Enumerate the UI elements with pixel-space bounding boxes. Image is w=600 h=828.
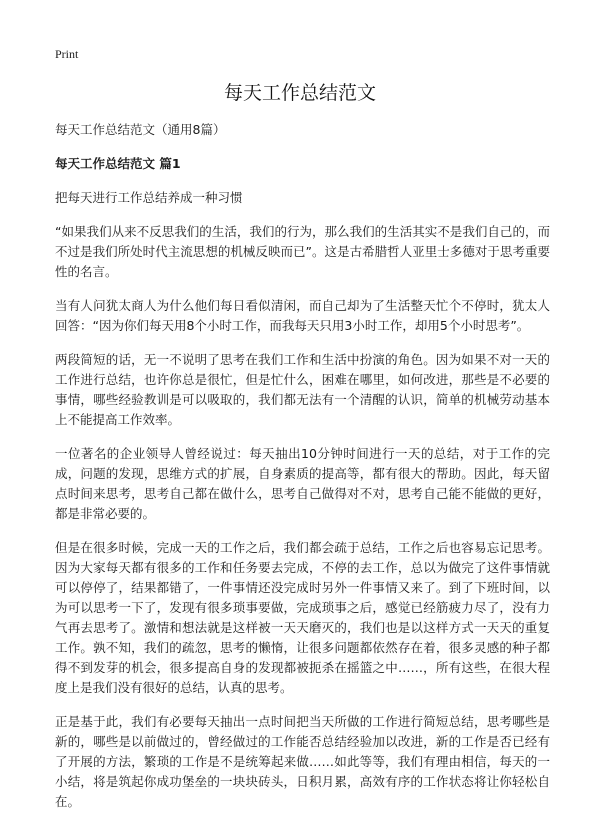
document-subtitle: 每天工作总结范文（通用8篇） [55, 122, 226, 137]
document-body [55, 120, 550, 826]
paragraph: “如果我们从来不反思我们的生活，我们的行为，那么我们的生活其实不是我们自己的，而不过是我们所处时代主流思想的机械反映而已”。这是古希腊哲人亚里士多德对于思考重要性的名言。 [55, 224, 550, 279]
page-title: 每天工作总结范文 [223, 82, 376, 104]
paragraph: 当有人问犹太商人为什么他们每日看似清闲，而自己却为了生活整天忙个不停时，犹太人回答：“因为你们每天用8个小时工作，而我每天只用3小时工作，却用5个小时思考”。 [55, 298, 550, 333]
section-heading: 每天工作总结范文 篇1 [55, 156, 181, 171]
paragraph: 把每天进行工作总结养成一种习惯 [55, 190, 243, 205]
paragraph: 但是在很多时候，完成一天的工作之后，我们都会疏于总结，工作之后也容易忘记思考。因为大家每天都有很多的工作和任务要去完成，不停的去工作，总以为做完了这件事情就可以停停了，结果都错了，一件事情还没完成时另外一件事情又来了。到了下班时间，以为可以思考一下了，发现有很多琐事要做，完成琐事之后，感觉已经筋疲力尽了，没有力气再去思考了。激情和想法就是这样被一天天磨灭的，我们也是以这样方式一天天的重复工作。孰不知，我们的疏忽，思考的懒惰，让很多问题都依然存在着，很多灵感的种子都得不到发芽的机会，很多提高自身的发现都被扼杀在摇篮之中……，所有这些，在很大程度上是我们没有很好的总结，认真的思考。 [55, 540, 550, 695]
print-link[interactable]: Print [55, 47, 79, 61]
paragraph: 正是基于此，我们有必要每天抽出一点时间把当天所做的工作进行简短总结，思考哪些是新的，哪些是以前做过的，曾经做过的工作能否总结经验加以改进，新的工作是否已经有了开展的方法，繁琐的工作是不是统筹起来做……如此等等，我们有理由相信，每天的一小结，将是筑起你成功堡垒的一块块砖头，日积月累，高效有序的工作状态将让你轻松自在。 [55, 714, 550, 809]
paragraph: 两段简短的话，无一不说明了思考在我们工作和生活中扮演的角色。因为如果不对一天的工作进行总结，也许你总是很忙，但是忙什么，困难在哪里，如何改进，那些是不必要的事情，哪些经验教训是可以吸取的，我们都无法有一个清醒的认识，简单的机械劳动基本上不能提高工作效率。 [55, 352, 550, 427]
paragraph: 一位著名的企业领导人曾经说过：每天抽出10分钟时间进行一天的总结，对于工作的完成，问题的发现，思维方式的扩展，自身素质的提高等，都有很大的帮助。因此，每天留点时间来思考，思考自己都在做什么，思考自己做得对不对，思考自己能不能做的更好，都是非常必要的。 [55, 446, 550, 521]
